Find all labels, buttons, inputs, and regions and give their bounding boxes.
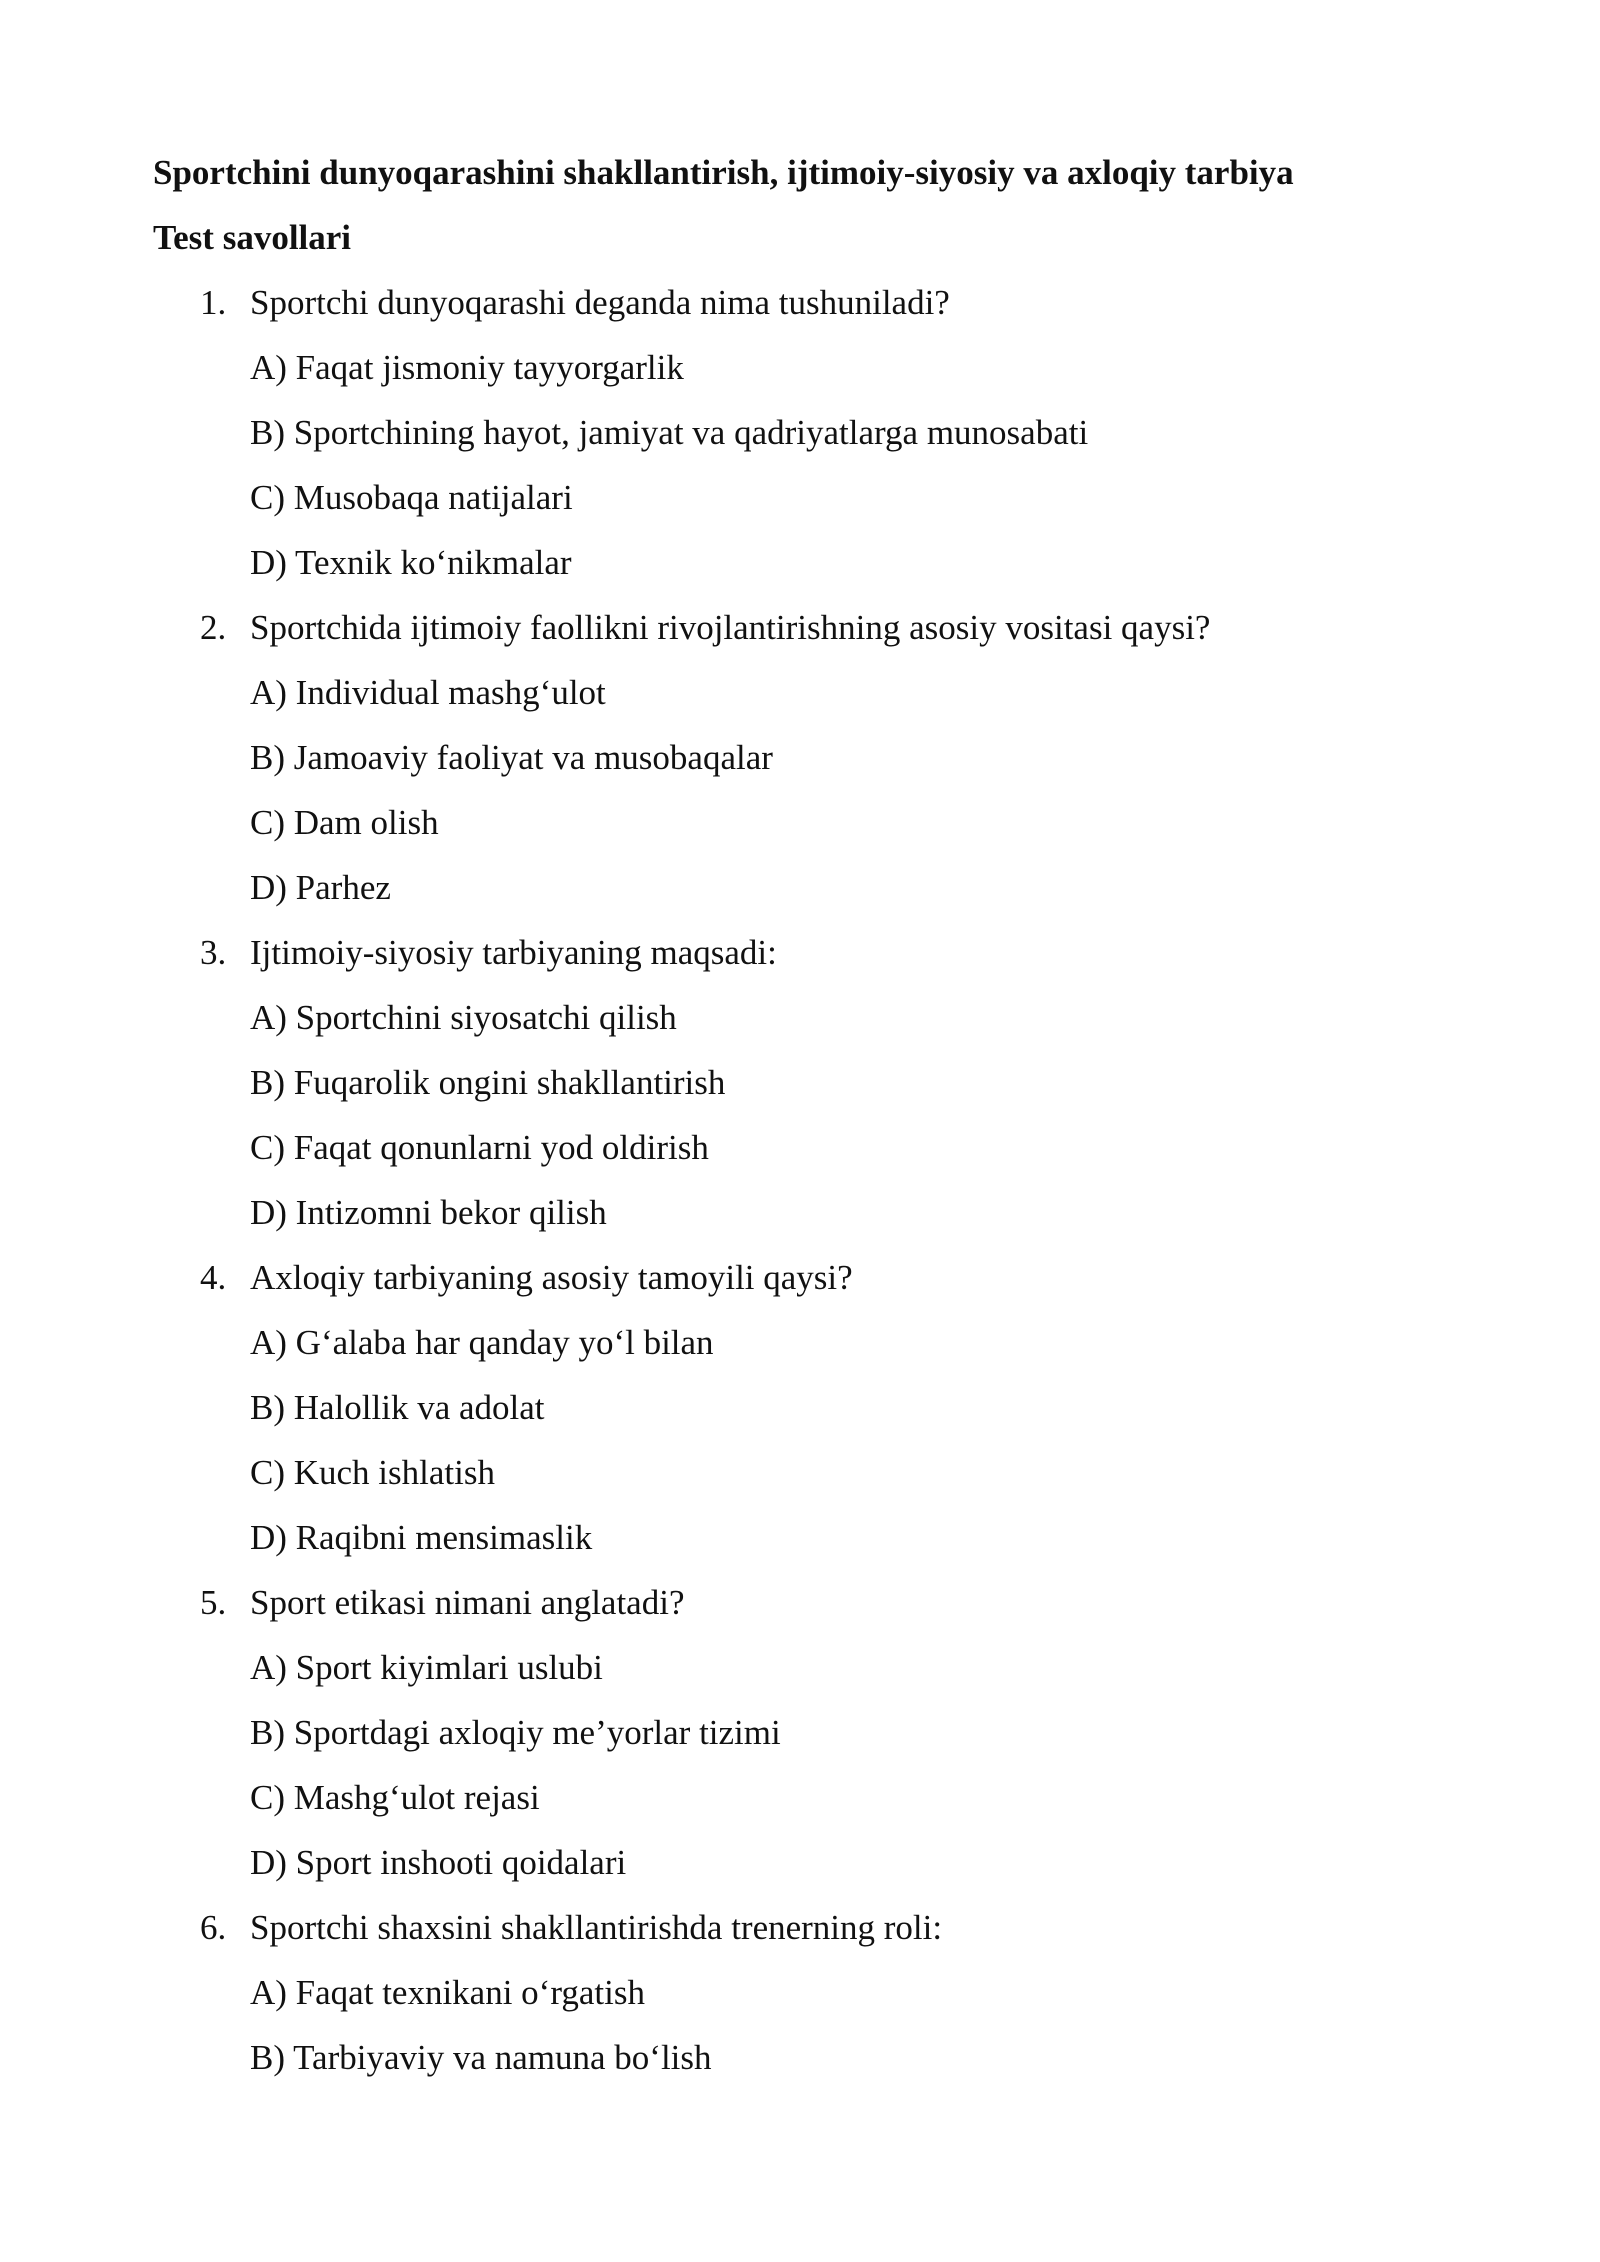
question-1-option-c: C) Musobaqa natijalari xyxy=(250,478,573,517)
question-4 xyxy=(153,1255,1453,1301)
question-3-option-b: B) Fuqarolik ongini shakllantirish xyxy=(250,1063,726,1102)
question-number: 4. xyxy=(200,1258,227,1297)
question-number: 6. xyxy=(200,1908,227,1947)
question-1-option-b: B) Sportchining hayot, jamiyat va qadriyatlarga munosabati xyxy=(250,413,1089,452)
question-5 xyxy=(153,1580,1453,1626)
question-1-option-a: A) Faqat jismoniy tayyorgarlik xyxy=(250,348,684,387)
question-3-option-a: A) Sportchini siyosatchi qilish xyxy=(250,998,677,1037)
question-1-option-d: D) Texnik ko‘nikmalar xyxy=(250,543,572,582)
document-subtitle: Test savollari xyxy=(153,218,352,257)
document-title: Sportchini dunyoqarashini shakllantirish, ijtimoiy-siyosiy va axloqiy tarbiya xyxy=(153,153,1294,192)
question-number: 5. xyxy=(200,1583,227,1622)
question-5-option-b: B) Sportdagi axloqiy me’yorlar tizimi xyxy=(250,1713,781,1752)
question-number: 1. xyxy=(200,283,227,322)
question-2-option-d: D) Parhez xyxy=(250,868,391,907)
question-6-option-a: A) Faqat texnikani o‘rgatish xyxy=(250,1973,645,2012)
question-number: 3. xyxy=(200,933,227,972)
question-number: 2. xyxy=(200,608,227,647)
question-text: Sportchi shaxsini shakllantirishda trenerning roli: xyxy=(250,1908,943,1947)
question-3-option-d: D) Intizomni bekor qilish xyxy=(250,1193,607,1232)
question-5-option-c: C) Mashg‘ulot rejasi xyxy=(250,1778,540,1817)
question-4-option-c: C) Kuch ishlatish xyxy=(250,1453,495,1492)
question-4-option-d: D) Raqibni mensimaslik xyxy=(250,1518,593,1557)
question-text: Sportchida ijtimoiy faollikni rivojlantirishning asosiy vositasi qaysi? xyxy=(250,608,1211,647)
question-text: Sport etikasi nimani anglatadi? xyxy=(250,1583,685,1622)
question-4-option-b: B) Halollik va adolat xyxy=(250,1388,545,1427)
question-5-option-d: D) Sport inshooti qoidalari xyxy=(250,1843,627,1882)
question-2-option-b: B) Jamoaviy faoliyat va musobaqalar xyxy=(250,738,773,777)
question-6-option-b: B) Tarbiyaviy va namuna bo‘lish xyxy=(250,2038,712,2077)
question-5-option-a: A) Sport kiyimlari uslubi xyxy=(250,1648,603,1687)
document-content xyxy=(153,150,1453,2100)
question-text: Sportchi dunyoqarashi deganda nima tushuniladi? xyxy=(250,283,950,322)
question-2-option-a: A) Individual mashg‘ulot xyxy=(250,673,606,712)
question-3-option-c: C) Faqat qonunlarni yod oldirish xyxy=(250,1128,709,1167)
question-4-option-a: A) G‘alaba har qanday yo‘l bilan xyxy=(250,1323,714,1362)
question-text: Ijtimoiy-siyosiy tarbiyaning maqsadi: xyxy=(250,933,777,972)
question-6 xyxy=(153,1905,1453,1951)
question-text: Axloqiy tarbiyaning asosiy tamoyili qaysi? xyxy=(250,1258,853,1297)
question-3 xyxy=(153,930,1453,976)
question-2 xyxy=(153,605,1453,651)
question-1 xyxy=(153,280,1453,326)
question-2-option-c: C) Dam olish xyxy=(250,803,439,842)
